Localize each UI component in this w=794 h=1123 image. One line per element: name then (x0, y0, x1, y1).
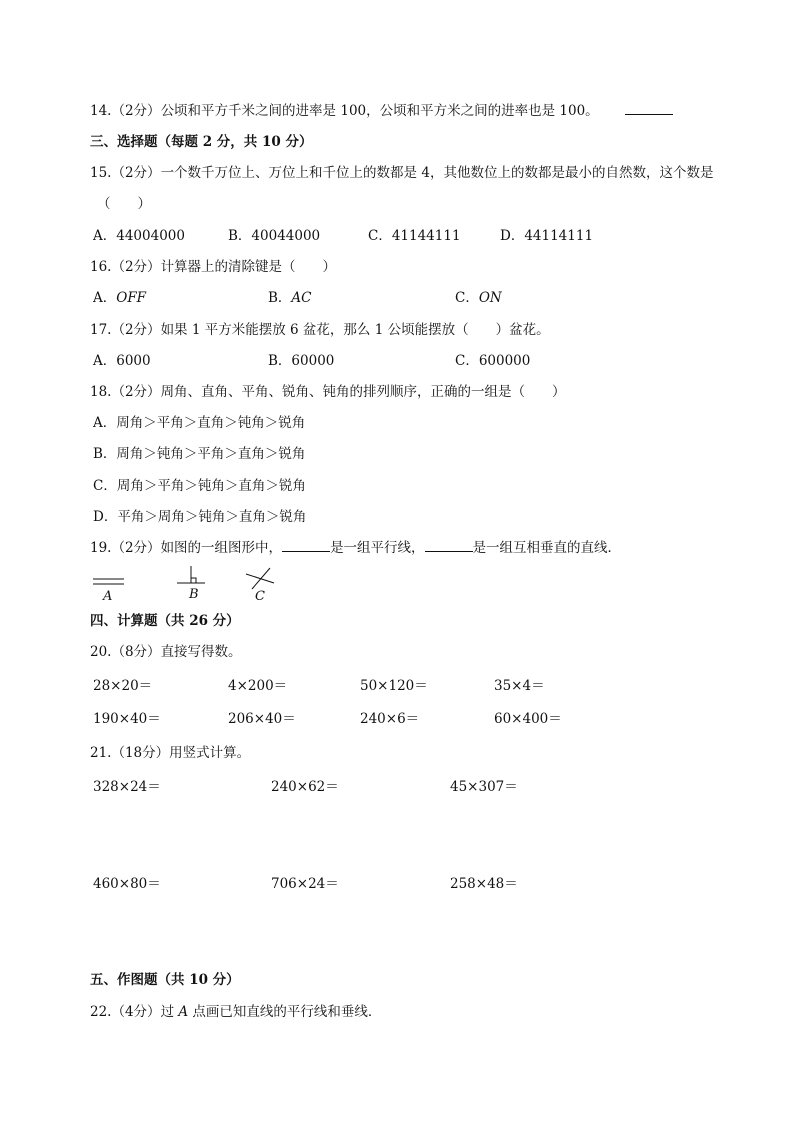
question-18 (90, 383, 566, 401)
question-number: 16.（2分） (90, 259, 161, 275)
question-number: 21.（18分） (90, 745, 170, 761)
question-21 (90, 744, 250, 762)
question-text-a: 过 (160, 1004, 179, 1020)
question-16 (90, 258, 336, 276)
question-number: 19.（2分） (90, 540, 161, 556)
question-text: 一个数千万位上、万位上和千位上的数都是 4，其他数位上的数都是最小的自然数，这个数是 (160, 165, 714, 181)
question-19 (90, 539, 621, 557)
option-value: OFF (116, 290, 147, 306)
expression: 206×40＝ (228, 711, 296, 727)
point-label: A (178, 1004, 189, 1020)
question-text: 计算器上的清除键是（ ） (160, 259, 337, 275)
option-a[interactable]: A．6000 (93, 353, 151, 369)
question-20 (90, 643, 242, 661)
question-14 (90, 102, 673, 120)
option-c[interactable] (455, 289, 502, 307)
option-b[interactable] (268, 289, 312, 307)
question-text-b: 点画已知直线的平行线和垂线． (188, 1004, 382, 1020)
option-letter: C． (455, 290, 479, 306)
question-text-b: 是一组平行线， (330, 540, 425, 556)
expression: 50×120＝ (360, 678, 428, 694)
expression: 28×20＝ (93, 678, 153, 694)
question-text-a: 如图的一组图形中， (160, 540, 283, 556)
question-17 (90, 321, 550, 339)
option-c[interactable]: C．周角＞平角＞钝角＞直角＞锐角 (93, 478, 306, 494)
expression: 190×40＝ (93, 711, 161, 727)
question-22 (90, 1003, 381, 1021)
question-text: 周角、直角、平角、锐角、钝角的排列顺序，正确的一组是（ ） (160, 384, 566, 400)
figure-b-perpendicular-lines (177, 566, 205, 583)
expression: 45×307＝ (450, 779, 518, 795)
expression: 240×62＝ (271, 779, 339, 795)
figure-label-a: A (103, 589, 113, 604)
question-15 (90, 164, 713, 182)
question-number: 22.（4分） (90, 1004, 161, 1020)
question-text: 用竖式计算。 (169, 745, 251, 761)
figure-label-c: C (255, 589, 265, 604)
option-letter: A． (93, 290, 117, 306)
option-b[interactable]: B．40044000 (228, 228, 321, 244)
option-letter: B． (268, 290, 292, 306)
section-title-drawing: 五、作图题（共 10 分） (90, 972, 240, 988)
option-b[interactable]: B．周角＞钝角＞平角＞直角＞锐角 (93, 446, 306, 462)
expression: 460×80＝ (93, 876, 161, 892)
question-text: 公顷和平方千米之间的进率是 100，公顷和平方米之间的进率也是 100。 (160, 103, 599, 119)
question-text-c: 是一组互相垂直的直线． (472, 540, 622, 556)
answer-blank-parallel[interactable] (282, 539, 330, 552)
answer-paren[interactable]: （ ） (97, 196, 151, 212)
figure-a-parallel-lines (93, 579, 124, 584)
option-d[interactable]: D．44114111 (500, 228, 594, 244)
expression: 35×4＝ (494, 678, 545, 694)
answer-blank-perpendicular[interactable] (425, 539, 473, 552)
option-a[interactable] (93, 289, 146, 307)
answer-blank[interactable] (625, 102, 673, 115)
option-a[interactable]: A．周角＞平角＞直角＞钝角＞锐角 (93, 415, 306, 431)
question-number: 20.（8分） (90, 644, 161, 660)
figure-label-b: B (189, 587, 199, 602)
option-d[interactable]: D．平角＞周角＞钝角＞直角＞锐角 (93, 509, 307, 525)
option-value: ON (478, 290, 502, 306)
option-value: AC (291, 290, 312, 306)
question-number: 15.（2分） (90, 165, 161, 181)
figure-c-intersecting-lines (246, 568, 274, 589)
question-text: 如果 1 平方米能摆放 6 盆花，那么 1 公顷能摆放（ ）盆花。 (160, 322, 550, 338)
expression: 258×48＝ (450, 876, 518, 892)
expression: 706×24＝ (271, 876, 339, 892)
section-title-choice: 三、选择题（每题 2 分，共 10 分） (90, 134, 313, 150)
question-number: 17.（2分） (90, 322, 161, 338)
question-number: 14.（2分） (90, 103, 161, 119)
expression: 240×6＝ (360, 711, 420, 727)
expression: 328×24＝ (93, 779, 161, 795)
option-c[interactable]: C．41144111 (368, 228, 461, 244)
expression: 4×200＝ (228, 678, 288, 694)
option-a[interactable]: A．44004000 (93, 228, 185, 244)
option-b[interactable]: B．60000 (268, 353, 335, 369)
section-title-calculation: 四、计算题（共 26 分） (90, 613, 240, 629)
expression: 60×400＝ (494, 711, 562, 727)
question-number: 18.（2分） (90, 384, 161, 400)
option-c[interactable]: C．600000 (455, 353, 531, 369)
question-text: 直接写得数。 (160, 644, 242, 660)
